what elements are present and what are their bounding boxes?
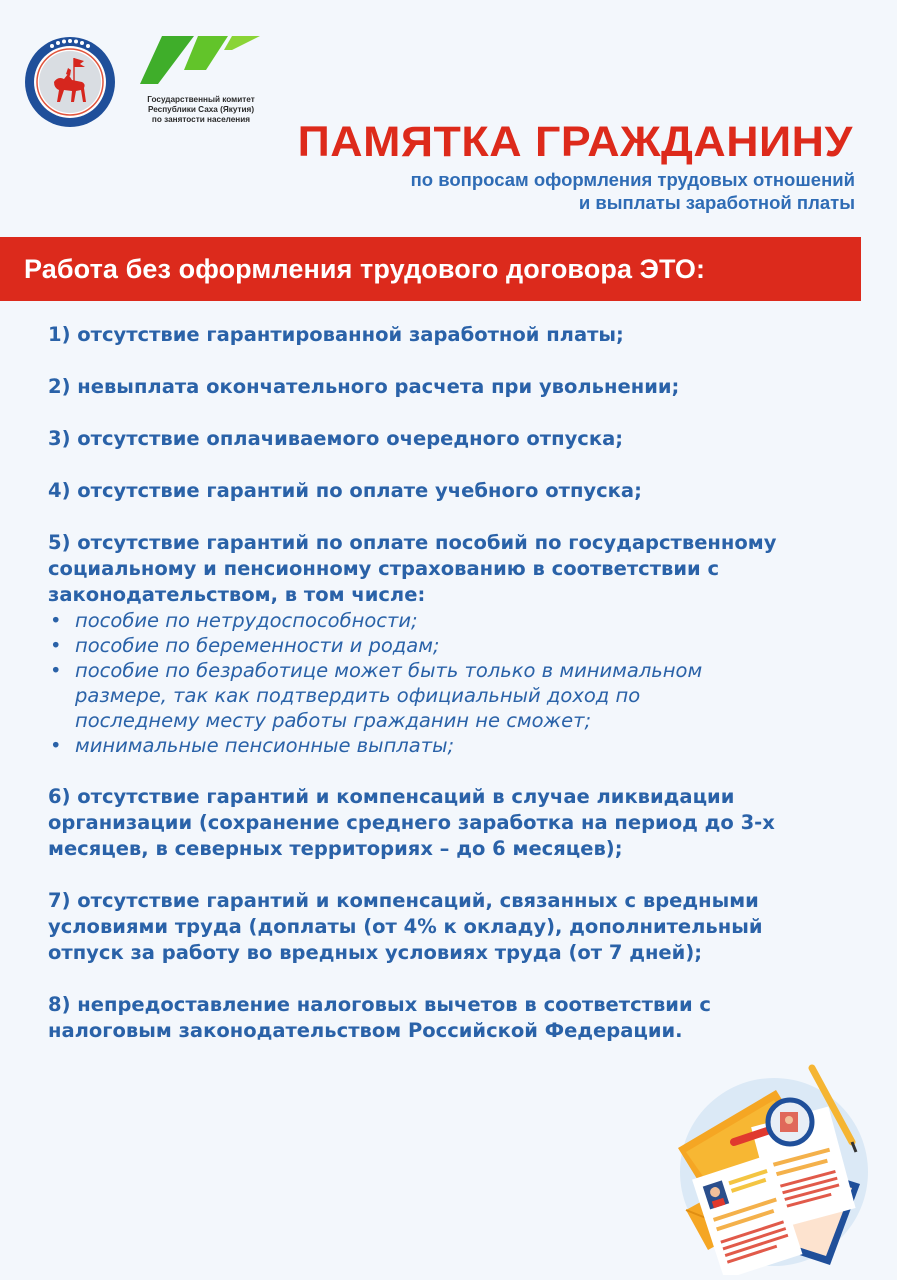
green-stripes-logo-icon	[136, 30, 266, 86]
list-item-3: 3) отсутствие оплачиваемого очередного отпуска;	[48, 427, 624, 450]
list-item-2: 2) невыплата окончательного расчета при увольнении;	[48, 375, 680, 398]
sublist-item: • минимальные пенсионные выплаты;	[50, 734, 455, 757]
bullet-icon: •	[50, 659, 62, 682]
documents-illustration	[664, 1060, 879, 1275]
page-subtitle: по вопросам оформления трудовых отношений и выплаты заработной платы	[410, 169, 855, 213]
list-item-5: 5) отсутствие гарантий по оплате пособий по государственному социальному и пенсионному страхованию в соответствии с законодательством, в том числе:	[48, 531, 777, 606]
bullet-icon: •	[50, 609, 62, 632]
sakha-coat-of-arms-icon	[24, 36, 116, 128]
employment-committee-logo	[136, 30, 266, 125]
sublist-item: • пособие по безработице может быть только в минимальном размере, так как подтвердить официальный доход по последнему месту работы гражданин не сможет;	[50, 659, 703, 732]
banner-heading: Работа без оформления трудового договора ЭТО:	[24, 253, 706, 284]
list-item-7: 7) отсутствие гарантий и компенсаций, связанных с вредными условиями труда (доплаты (от 4% к окладу), дополнительный отпуск за работу во вредных условиях труда (от 7 дней);	[48, 889, 763, 964]
page-title: ПАМЯТКА ГРАЖДАНИНУ	[297, 118, 853, 166]
list-item-8: 8) непредоставление налоговых вычетов в соответствии с налоговым законодательством Российской Федерации.	[48, 993, 711, 1042]
committee-name: Государственный комитет Республики Саха (Якутия) по занятости населения	[147, 95, 255, 124]
list-item-6: 6) отсутствие гарантий и компенсаций в случае ликвидации организации (сохранение среднего заработка на период до 3-х месяцев, в северных территориях – до 6 месяцев);	[48, 785, 775, 860]
sublist-item: • пособие по беременности и родам;	[50, 634, 440, 657]
bullet-icon: •	[50, 734, 62, 757]
benefits-sublist	[48, 608, 848, 758]
consequences-list	[48, 322, 848, 1044]
sublist-item: • пособие по нетрудоспособности;	[50, 609, 418, 632]
section-banner	[0, 237, 861, 301]
bullet-icon: •	[50, 634, 62, 657]
list-item-4: 4) отсутствие гарантий по оплате учебного отпуска;	[48, 479, 642, 502]
list-item-1: 1) отсутствие гарантированной заработной платы;	[48, 323, 624, 346]
